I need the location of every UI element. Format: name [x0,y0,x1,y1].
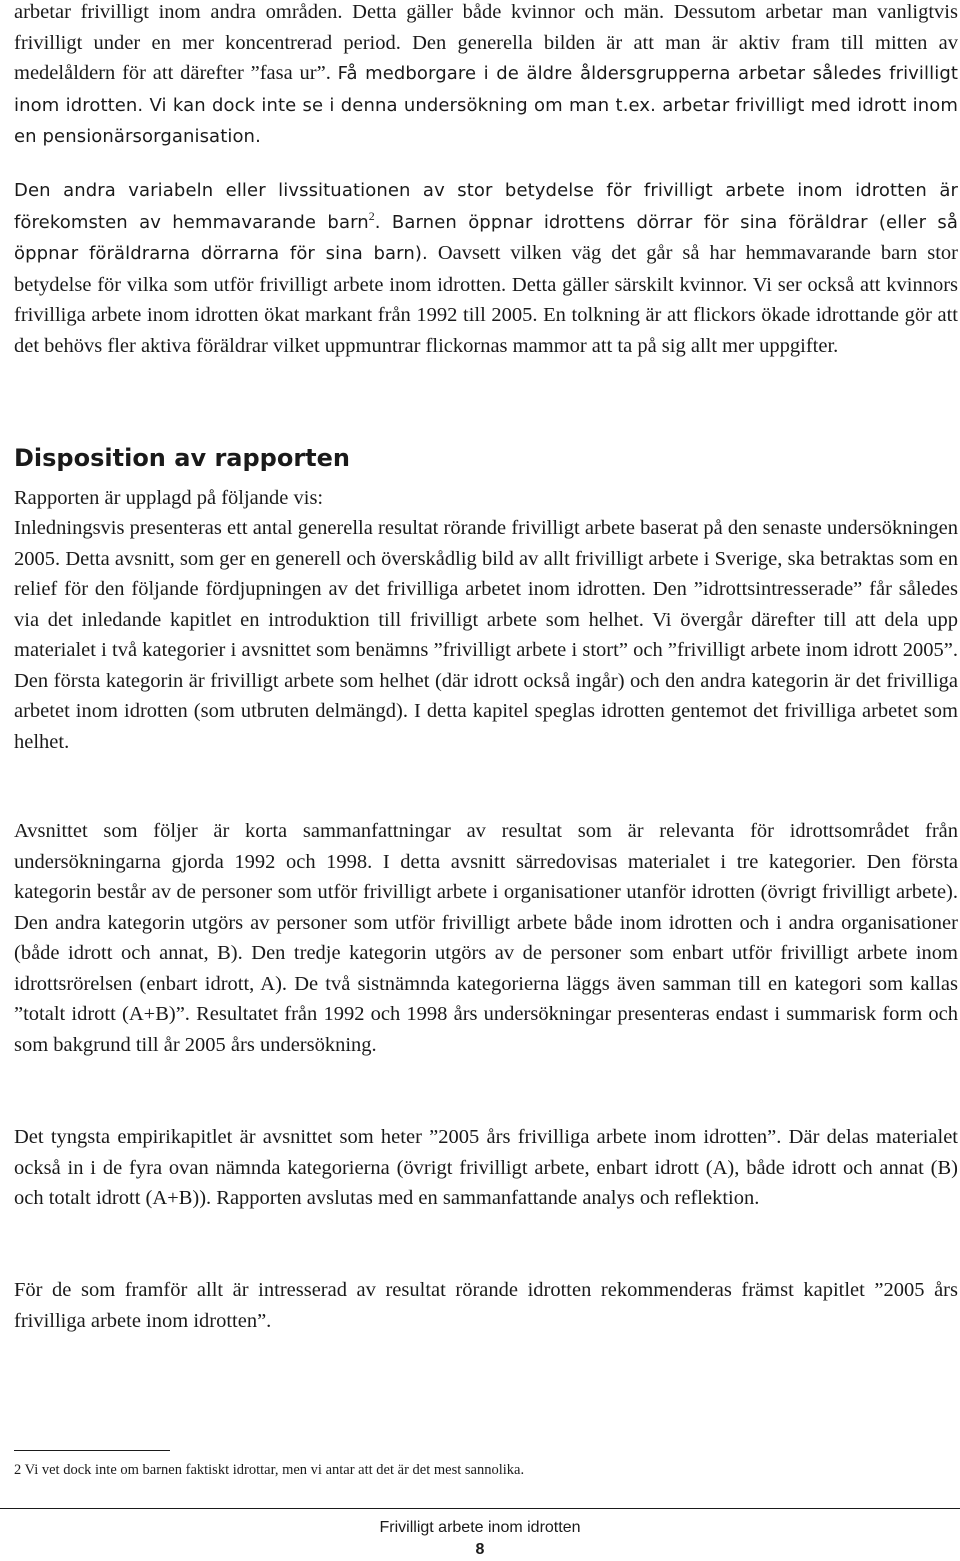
disposition-paragraph-summaries: Avsnittet som följer är korta sammanfattningar av resultat som är relevanta för idrottsområdet från undersökningarna gjorda 1992 och 1998. I detta avsnitt särredovisas materialet i tre kategorier. Den första kategorin består av de personer som utför frivilligt arbete i organisationer utanför idrotten (övrigt frivilligt arbete). Den andra kategorin utgörs av personer som utför frivilligt arbete både inom idrotten och i andra organisationer (både idrott och annat, B). Den tredje kategorin utgörs av de personer som enbart utför frivilligt arbete inom idrottsrörelsen (enbart idrott, A). De två sistnämnda kategorierna läggs även samman till en kategori som kallas ”totalt idrott (A+B)”. Resultatet från 1992 och 1998 års undersökningar presenteras endast i summarisk form och som bakgrund till år 2005 års undersökning. [14,820,958,1056]
family-paragraph-part3: Oavsett vilken väg det går så har hemmavarande barn stor betydelse för vilka som utför frivilligt arbete inom idrotten. Detta gäller särskilt kvinnor. Vi ser också att kvinnors frivilliga arbete inom idrotten ökat markant från 1992 till 2005. En tolkning är att flickors ökade idrottande gör att det behövs fler aktiva föräldrar vilket uppmuntrar flickornas mammor att ta på sig allt mer uppgifter. [14,242,959,357]
footnote-text: 2 Vi vet dock inte om barnen faktiskt idrottar, men vi antar att det är det mest sannolika. [14,1462,525,1478]
footnote-reference: 2 [368,208,375,223]
disposition-paragraph-overview: Inledningsvis presenteras ett antal generella resultat rörande frivilligt arbete baserat på den senaste undersökningen 2005. Detta avsnitt, som ger en generell och överskådlig bild av allt frivilligt arbete i Sverige, ska betraktas som en relief för den följande fördjupningen av det frivilliga arbetet inom idrotten. Den ”idrottsintresserade” får således via det inledande kapitlet en introduktion till frivilligt arbete som helhet. Vi övergår därefter till att dela upp materialet i två kategorier i avsnittet som benämns ”frivilligt arbete i stort” och ”frivilligt arbete inom idrott 2005”. Den första kategorin är frivilligt arbete som helhet (där idrott också ingår) och den andra kategorin är det frivilliga arbetet inom idrotten (som utbruten delmängd). I detta kapitel speglas idrotten gentemot det frivilliga arbetet som helhet. [14,517,958,753]
family-paragraph-part1: Den andra variabeln eller livssituationen av stor betydelse för frivilligt arbete inom idrotten är förekomsten av hemmavarande barn [14,180,958,233]
footer-divider [0,1508,960,1509]
disposition-paragraph-empirical: Det tyngsta empirikapitlet är avsnittet som heter ”2005 års frivilliga arbete inom idrotten”. Där delas materialet också in i de fyra ovan nämnda kategorierna (övrigt frivilligt arbete, enbart idrott (A), både idrott och annat (B) och totalt idrott (A+B)). Rapporten avslutas med en sammanfattande analys och reflektion. [14,1126,958,1209]
disposition-intro: Rapporten är upplagd på följande vis: [14,487,324,509]
disposition-paragraph-recommendation: För de som framför allt är intresserad av resultat rörande idrotten rekommenderas främst kapitlet ”2005 års frivilliga arbete inom idrotten”. [14,1279,958,1332]
intro-paragraph-part1: arbetar frivilligt inom andra områden. Detta gäller både kvinnor och män. Dessutom arbetar man vanligtvis frivilligt under en mer koncentrerad period. Den generella bilden är att man är aktiv fram till mitten av medelåldern för att därefter ”fasa ur”. [14,1,958,84]
family-paragraph [14,175,958,361]
page-number: 8 [475,1541,485,1558]
footer-title: Frivilligt arbete inom idrotten [379,1519,581,1536]
intro-paragraph-part2: Få medborgare i de äldre åldersgrupperna arbetar således frivilligt inom idrotten. Vi kan dock inte se i denna undersökning om man t.ex. arbetar frivilligt med idrott inom en pensionärsorganisation. [14,63,959,147]
intro-paragraph [14,0,958,153]
family-paragraph-part2: . Barnen öppnar idrottens dörrar för sina föräldrar (eller så öppnar föräldrarna dörrarna för sina barn). [14,211,959,264]
section-heading: Disposition av rapporten [14,444,350,472]
footnote-divider [14,1450,170,1451]
